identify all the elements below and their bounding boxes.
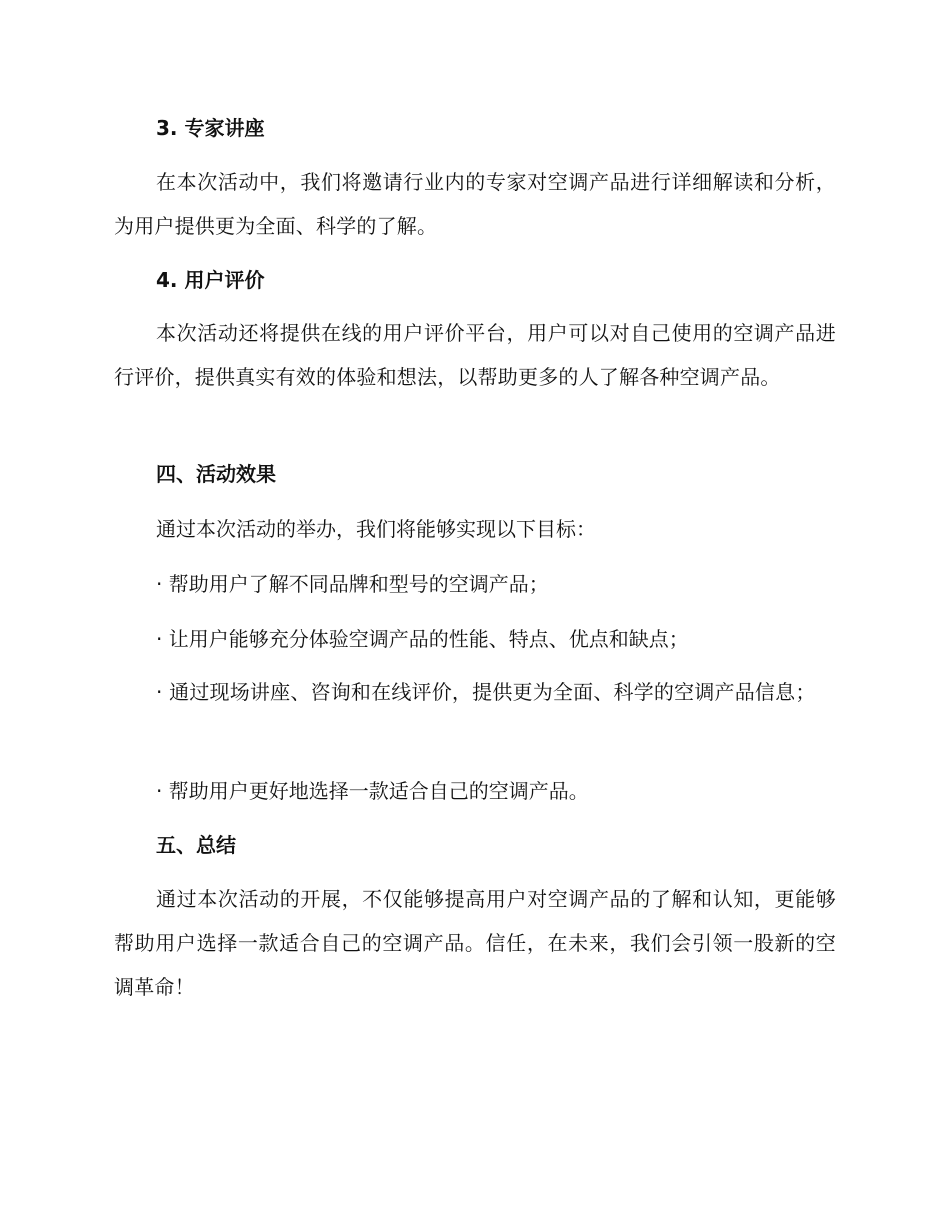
section-3-paragraph: 在本次活动中，我们将邀请行业内的专家对空调产品进行详细解读和分析，为用户提供更为全面、科学的了解。 (114, 170, 836, 238)
effects-bullet-2: · 让用户能够充分体验空调产品的性能、特点、优点和缺点； (156, 627, 689, 651)
summary-paragraph: 通过本次活动的开展，不仅能够提高用户对空调产品的了解和认知，更能够帮助用户选择一款适合自己的空调产品。信任，在未来，我们会引领一股新的空调革命！ (114, 887, 836, 999)
effects-bullet-1: · 帮助用户了解不同品牌和型号的空调产品； (156, 572, 549, 596)
summary-heading: 五、总结 (156, 833, 236, 857)
effects-heading: 四、活动效果 (156, 462, 276, 486)
effects-bullet-3: · 通过现场讲座、咨询和在线评价，提供更为全面、科学的空调产品信息； (156, 680, 816, 704)
section-3-heading: 3. 专家讲座 (156, 116, 265, 140)
effects-bullet-4: · 帮助用户更好地选择一款适合自己的空调产品。 (156, 779, 589, 803)
section-4-heading: 4. 用户评价 (156, 268, 265, 292)
section-4-paragraph: 本次活动还将提供在线的用户评价平台，用户可以对自己使用的空调产品进行评价，提供真实有效的体验和想法，以帮助更多的人了解各种空调产品。 (114, 321, 836, 389)
effects-intro: 通过本次活动的举办，我们将能够实现以下目标： (156, 517, 596, 541)
